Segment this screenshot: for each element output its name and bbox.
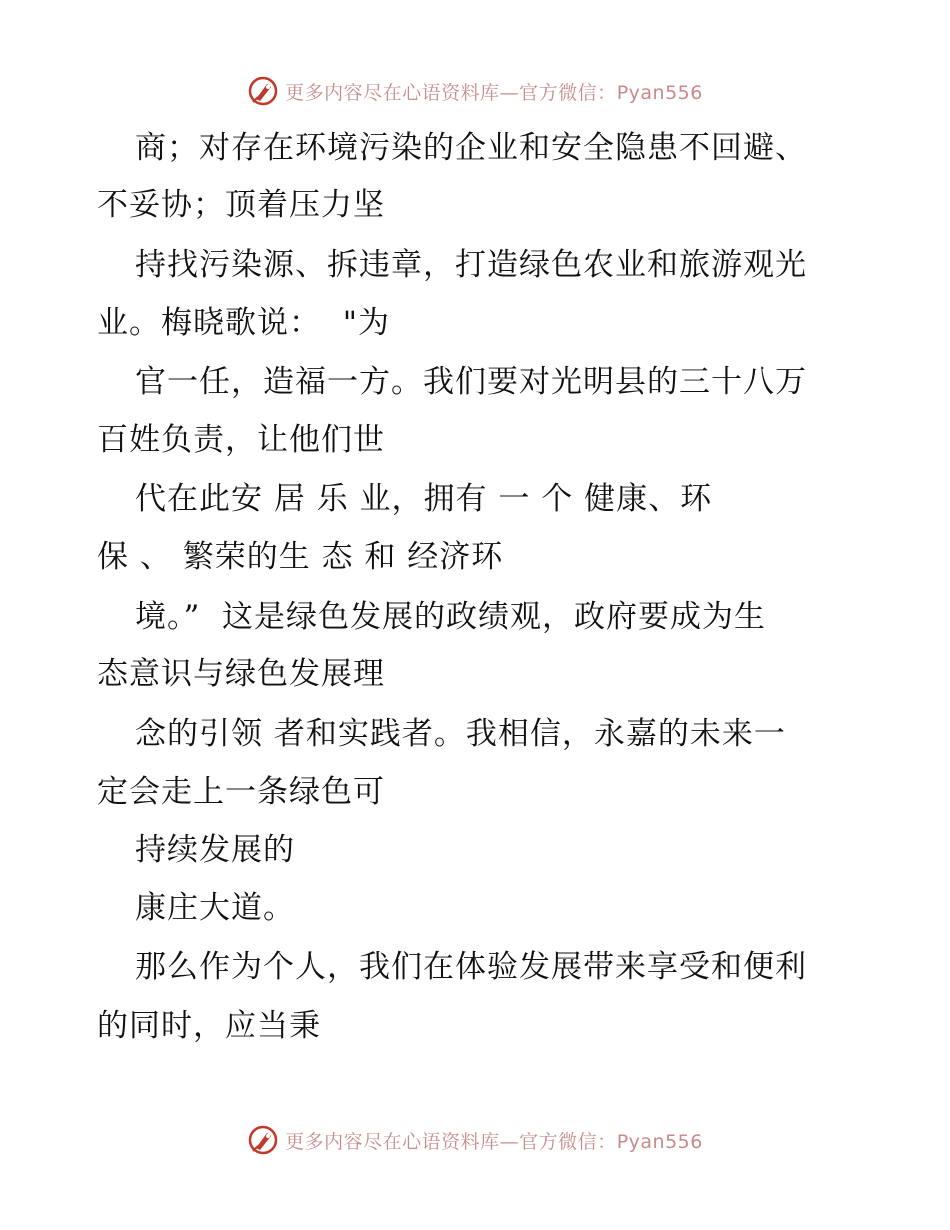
body-line: 定会走上一条绿色可 [97, 774, 385, 810]
body-line: 保 、 繁荣的生 态 和 经济环 [97, 539, 504, 575]
footer-wechat-id: Pyan556 [616, 1130, 703, 1153]
body-line: 持续发展的 [135, 832, 295, 868]
body-line: 的同时，应当秉 [97, 1008, 321, 1044]
header-wechat-label: 官方微信： [519, 81, 617, 104]
header-text [285, 78, 703, 105]
header-wechat-id: Pyan556 [616, 81, 703, 104]
body-line: 态意识与绿色发展理 [97, 656, 385, 692]
footer-text [285, 1127, 703, 1154]
body-line: 念的引领 者和实践者。我相信，永嘉的未来一 [135, 716, 786, 752]
body-line: 康庄大道。 [135, 890, 295, 926]
header-dash: — [499, 81, 520, 104]
header-banner [0, 71, 950, 111]
body-line: 代在此安 居 乐 业，拥有 一 个 健康、环 [135, 481, 713, 517]
body-line: 百姓负责，让他们世 [97, 422, 385, 458]
footer-brand: 更多内容尽在心语资料库 [285, 1130, 500, 1153]
body-line: 商；对存在环境污染的企业和安全隐患不回避、 [135, 130, 807, 166]
body-line: 那么作为个人，我们在体验发展带来享受和便利 [135, 949, 807, 985]
body-line: 境。” 这是绿色发展的政绩观，政府要成为生 [135, 599, 767, 635]
footer-dash: — [499, 1130, 520, 1153]
footer-banner [0, 1120, 950, 1160]
footer-wechat-label: 官方微信： [519, 1130, 617, 1153]
body-line: 持找污染源、拆违章，打造绿色农业和旅游观光 [135, 247, 807, 283]
body-line: 官一任，造福一方。我们要对光明县的三十八万 [135, 364, 807, 400]
header-brand: 更多内容尽在心语资料库 [285, 81, 500, 104]
pen-nib-logo-icon [247, 1124, 279, 1156]
body-line: 不妥协；顶着压力坚 [97, 187, 385, 223]
pen-nib-logo-icon [247, 75, 279, 107]
body-line: 业。梅晓歌说： "为 [97, 305, 390, 341]
